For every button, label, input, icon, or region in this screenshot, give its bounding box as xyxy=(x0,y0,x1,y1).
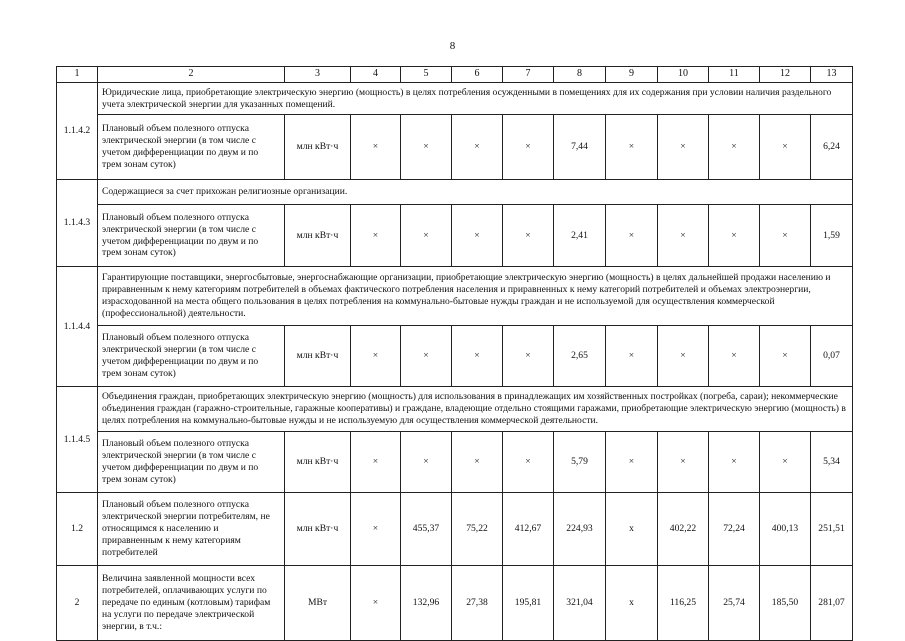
value-cell: 25,74 xyxy=(709,566,760,641)
value-cell: × xyxy=(606,432,658,493)
tariff-table xyxy=(56,66,853,641)
indicator-row xyxy=(57,205,853,267)
value-cell: × xyxy=(760,205,811,267)
group-description-row xyxy=(57,387,853,432)
column-header: 7 xyxy=(503,67,554,83)
value-cell: × xyxy=(606,115,658,180)
value-cell: × xyxy=(709,432,760,493)
unit-cell: млн кВт·ч xyxy=(285,432,351,493)
value-cell: 116,25 xyxy=(658,566,709,641)
value-cell: 0,07 xyxy=(811,326,853,387)
value-cell: × xyxy=(452,432,503,493)
value-cell: × xyxy=(658,432,709,493)
unit-cell: млн кВт·ч xyxy=(285,205,351,267)
value-cell: 2,65 xyxy=(554,326,606,387)
row-code: 1.1.4.3 xyxy=(57,180,98,267)
value-cell: 5,34 xyxy=(811,432,853,493)
value-cell: × xyxy=(351,432,401,493)
unit-cell: МВт xyxy=(285,566,351,641)
column-header: 12 xyxy=(760,67,811,83)
unit-cell: млн кВт·ч xyxy=(285,326,351,387)
value-cell: 72,24 xyxy=(709,493,760,566)
value-cell: × xyxy=(709,115,760,180)
column-header: 2 xyxy=(98,67,285,83)
value-cell: × xyxy=(760,326,811,387)
value-cell: × xyxy=(351,493,401,566)
value-cell: × xyxy=(709,326,760,387)
value-cell: × xyxy=(401,205,452,267)
value-cell: × xyxy=(658,326,709,387)
data-row xyxy=(57,566,853,641)
value-cell: 321,04 xyxy=(554,566,606,641)
value-cell: 224,93 xyxy=(554,493,606,566)
value-cell: 412,67 xyxy=(503,493,554,566)
value-cell: × xyxy=(658,205,709,267)
value-cell: × xyxy=(709,205,760,267)
value-cell: 281,07 xyxy=(811,566,853,641)
value-cell: 2,41 xyxy=(554,205,606,267)
indicator-row xyxy=(57,326,853,387)
value-cell: × xyxy=(503,326,554,387)
row-code: 1.1.4.4 xyxy=(57,267,98,387)
column-header: 3 xyxy=(285,67,351,83)
value-cell: × xyxy=(760,115,811,180)
value-cell: × xyxy=(503,432,554,493)
column-header: 13 xyxy=(811,67,853,83)
group-description-row xyxy=(57,180,853,205)
value-cell: × xyxy=(606,326,658,387)
value-cell: × xyxy=(351,115,401,180)
value-cell: × xyxy=(503,205,554,267)
value-cell: 195,81 xyxy=(503,566,554,641)
value-cell: 7,44 xyxy=(554,115,606,180)
data-row xyxy=(57,493,853,566)
column-header: 10 xyxy=(658,67,709,83)
indicator-label: Плановый объем полезного отпуска электрической энергии (в том числе с учетом дифференциации по двум и по трем зонам суток) xyxy=(98,432,285,493)
row-code: 1.2 xyxy=(57,493,98,566)
value-cell: × xyxy=(760,432,811,493)
indicator-label: Плановый объем полезного отпуска электрической энергии (в том числе с учетом дифференциации по двум и по трем зонам суток) xyxy=(98,205,285,267)
group-description: Содержащиеся за счет прихожан религиозные организации. xyxy=(98,180,853,205)
indicator-label: Плановый объем полезного отпуска электрической энергии (в том числе с учетом дифференциации по двум и по трем зонам суток) xyxy=(98,115,285,180)
column-header: 1 xyxy=(57,67,98,83)
column-header: 6 xyxy=(452,67,503,83)
group-description: Юридические лица, приобретающие электрическую энергию (мощность) в целях потребления осужденными в помещениях для их содержания при условии наличия раздельного учета электрической энергии для указанных помещений. xyxy=(98,83,853,115)
group-description-row xyxy=(57,267,853,326)
value-cell: 185,50 xyxy=(760,566,811,641)
column-header: 4 xyxy=(351,67,401,83)
value-cell: x xyxy=(606,493,658,566)
row-code: 1.1.4.5 xyxy=(57,387,98,493)
value-cell: × xyxy=(503,115,554,180)
value-cell: × xyxy=(606,205,658,267)
group-description: Гарантирующие поставщики, энергосбытовые, энергоснабжающие организации, приобретающие электрическую энергию (мощность) в целях дальнейшей продажи населению и приравненным к нему категориям потребителей в объемах фактического потребления населения и приравненных к нему категорий потребителей и объемах электроэнергии, израсходованной на места общего пользования в целях потребления на коммунально-бытовые нужды граждан и не используемой для осуществления коммерческой (профессиональной) деятельности. xyxy=(98,267,853,326)
column-header: 8 xyxy=(554,67,606,83)
indicator-row xyxy=(57,115,853,180)
value-cell: 251,51 xyxy=(811,493,853,566)
row-code: 2 xyxy=(57,566,98,641)
value-cell: × xyxy=(351,205,401,267)
indicator-label: Величина заявленной мощности всех потребителей, оплачивающих услуги по передаче по единым (котловым) тарифам на услуги по передаче электрической энергии, в т.ч.: xyxy=(98,566,285,641)
column-header: 9 xyxy=(606,67,658,83)
group-description-row xyxy=(57,83,853,115)
value-cell: 5,79 xyxy=(554,432,606,493)
unit-cell: млн кВт·ч xyxy=(285,115,351,180)
page-number: 8 xyxy=(449,40,456,52)
value-cell: x xyxy=(606,566,658,641)
value-cell: 75,22 xyxy=(452,493,503,566)
value-cell: × xyxy=(401,432,452,493)
row-code: 1.1.4.2 xyxy=(57,83,98,180)
indicator-label: Плановый объем полезного отпуска электрической энергии потребителям, не относящимся к населению и приравненным к нему категориям потребителей xyxy=(98,493,285,566)
column-header: 5 xyxy=(401,67,452,83)
value-cell: 27,38 xyxy=(452,566,503,641)
value-cell: 132,96 xyxy=(401,566,452,641)
value-cell: × xyxy=(452,115,503,180)
value-cell: 1,59 xyxy=(811,205,853,267)
value-cell: × xyxy=(401,326,452,387)
value-cell: 402,22 xyxy=(658,493,709,566)
value-cell: 6,24 xyxy=(811,115,853,180)
value-cell: 455,37 xyxy=(401,493,452,566)
value-cell: × xyxy=(452,205,503,267)
value-cell: × xyxy=(658,115,709,180)
value-cell: × xyxy=(351,566,401,641)
value-cell: × xyxy=(401,115,452,180)
group-description: Объединения граждан, приобретающих электрическую энергию (мощность) для использования в принадлежащих им хозяйственных постройках (погреба, сараи); некоммерческие объединения граждан (гаражно-строительные, гаражные кооперативы) и граждане, владеющие отдельно стоящими гаражами, приобретающие электрическую энергию (мощность) в целях потребления на коммунально-бытовые нужды и не используемую для осуществления коммерческой деятельности. xyxy=(98,387,853,432)
value-cell: × xyxy=(351,326,401,387)
value-cell: × xyxy=(452,326,503,387)
indicator-label: Плановый объем полезного отпуска электрической энергии (в том числе с учетом дифференциации по двум и по трем зонам суток) xyxy=(98,326,285,387)
unit-cell: млн кВт·ч xyxy=(285,493,351,566)
value-cell: 400,13 xyxy=(760,493,811,566)
column-header: 11 xyxy=(709,67,760,83)
header-row xyxy=(57,67,853,83)
indicator-row xyxy=(57,432,853,493)
